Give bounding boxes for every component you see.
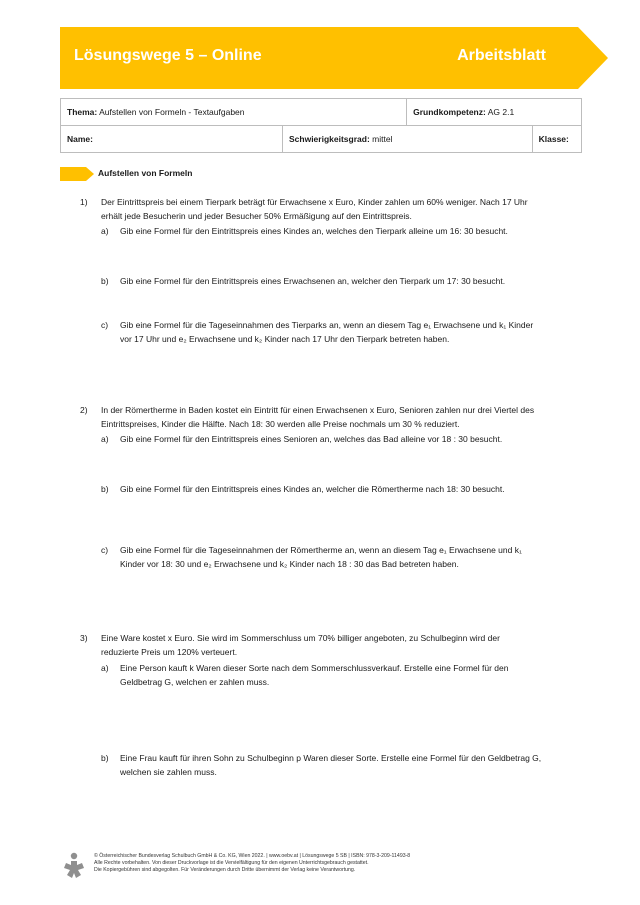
competence-label: Grundkompetenz: (413, 107, 486, 117)
publisher-logo-icon (62, 852, 86, 887)
task-3b-letter: b) (101, 753, 109, 763)
task-2c-text-line-1: Gib eine Formel für die Tageseinnahmen der Römertherme an, wenn an diesem Tag e₁ Erwachsene und k₁ (120, 545, 522, 555)
competence-cell (407, 99, 582, 126)
task-3-number: 3) (80, 633, 88, 643)
task-2-text-line-2: Eintrittspreises, Kinder die Hälfte. Nach 18: 30 werden alle Preise nochmals um 30 % reduziert. (101, 419, 460, 429)
task-2b-text: Gib eine Formel für den Eintrittspreis eines Kindes an, welcher die Römertherme nach 18: 30 besucht. (120, 484, 505, 494)
task-1c-text-line-1: Gib eine Formel für die Tageseinnahmen des Tierparks an, wenn an diesem Tag e₁ Erwachsene und k₁ Kinder (120, 320, 534, 330)
class-label: Klasse: (538, 134, 569, 144)
task-1-text-line-2: erhält jede Besucherin und jeder Besucher 50% Ermäßigung auf den Eintrittspreis. (101, 211, 412, 221)
topic-label: Thema: (67, 107, 98, 117)
task-3a-letter: a) (101, 663, 109, 673)
task-1b-text: Gib eine Formel für den Eintrittspreis eines Erwachsenen an, welcher den Tierpark um 17: 30 besucht. (120, 276, 506, 286)
difficulty-value: mittel (372, 134, 393, 144)
task-3b-text-line-1: Eine Frau kauft für ihren Sohn zu Schulbeginn p Waren dieser Sorte. Erstelle eine Formel für den Geldbetrag G, (120, 753, 542, 763)
task-1a-letter: a) (101, 226, 109, 236)
worksheet-info-table (60, 98, 582, 153)
header-banner (60, 27, 608, 89)
competence-value: AG 2.1 (487, 107, 515, 117)
name-label: Name: (67, 134, 93, 144)
section-title: Aufstellen von Formeln (98, 168, 193, 178)
name-cell[interactable] (61, 126, 283, 153)
task-2b-letter: b) (101, 484, 109, 494)
worksheet-series-title: Lösungswege 5 – Online (74, 47, 262, 64)
task-2-text-line-1: In der Römertherme in Baden kostet ein Eintritt für einen Erwachsenen x Euro, Senioren zahlen nur drei Viertel des (101, 405, 535, 415)
section-arrow-icon (60, 167, 94, 181)
task-1-number: 1) (80, 197, 88, 207)
footer-line-2: Alle Rechte vorbehalten. Von dieser Druckvorlage ist die Vervielfältigung für den eigenen Unterrichtsgebrauch gestattet. (94, 860, 369, 866)
footer-line-1: © Österreichischer Bundesverlag Schulbuch GmbH & Co. KG, Wien 2022. | www.oebv.at | Lösungswege 5 SB | ISBN: 978-3-209-11493-8 (94, 853, 411, 859)
task-3-text-line-2: reduzierte Preis um 120% verteuert. (101, 647, 238, 657)
task-3b-text-line-2: welchen sie zahlen muss. (120, 767, 217, 777)
task-2c-letter: c) (101, 545, 109, 555)
task-1b-letter: b) (101, 276, 109, 286)
copyright-footer (94, 853, 410, 874)
class-cell[interactable] (532, 126, 581, 153)
task-3a-text-line-2: Geldbetrag G, welchen er zahlen muss. (120, 677, 270, 687)
task-2a-letter: a) (101, 434, 109, 444)
task-1c-letter: c) (101, 320, 109, 330)
task-2c-text-line-2: Kinder vor 18: 30 und e₂ Erwachsene und k₂ Kinder nach 18 : 30 das Bad betreten haben. (120, 559, 459, 569)
task-1a-text: Gib eine Formel für den Eintrittspreis eines Kindes an, welches den Tierpark alleine um 16: 30 besucht. (120, 226, 508, 236)
task-1-text-line-1: Der Eintrittspreis bei einem Tierpark beträgt für Erwachsene x Euro, Kinder zahlen um 60% weniger. Nach 17 Uhr (101, 197, 528, 207)
footer-line-3: Die Kopiergebühren sind abgegolten. Für Veränderungen durch Dritte übernimmt der Verlag keine Verantwortung. (94, 867, 356, 873)
topic-value: Aufstellen von Formeln - Textaufgaben (99, 107, 245, 117)
task-2a-text: Gib eine Formel für den Eintrittspreis eines Senioren an, welches das Bad alleine vor 18 : 30 besucht. (120, 434, 503, 444)
task-1c-text-line-2: vor 17 Uhr und e₂ Erwachsene und k₂ Kinder nach 17 Uhr den Tierpark betreten haben. (120, 334, 450, 344)
task-3-text-line-1: Eine Ware kostet x Euro. Sie wird im Sommerschluss um 70% billiger angeboten, zu Schulbeginn wird der (101, 633, 500, 643)
difficulty-cell (283, 126, 533, 153)
difficulty-label: Schwierigkeitsgrad: (289, 134, 370, 144)
task-3a-text-line-1: Eine Person kauft k Waren dieser Sorte nach dem Sommerschlussverkauf. Erstelle eine Formel für den (120, 663, 509, 673)
topic-cell (61, 99, 407, 126)
worksheet-type-label: Arbeitsblatt (457, 47, 546, 64)
task-2-number: 2) (80, 405, 88, 415)
